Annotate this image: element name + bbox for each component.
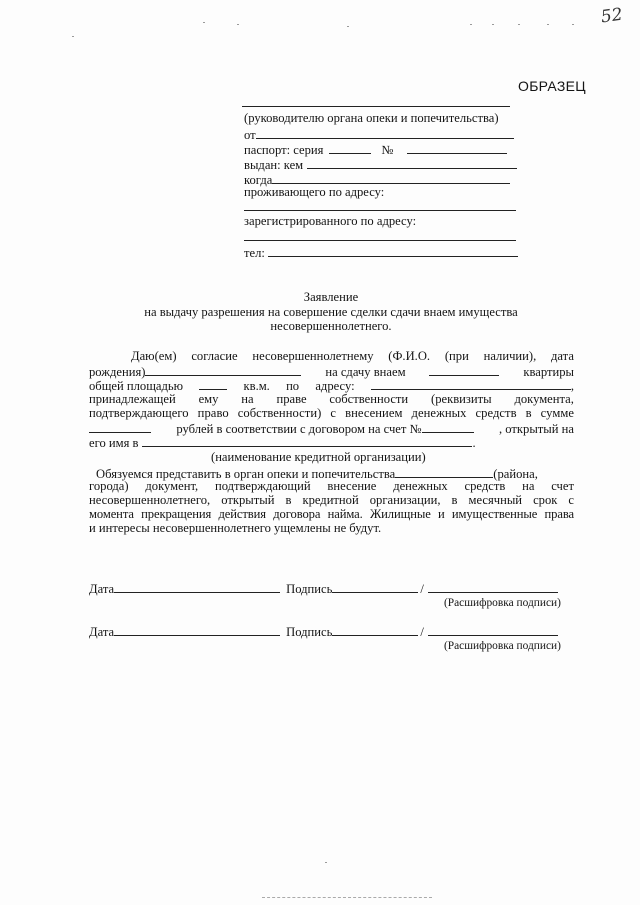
signature-caption-2: (Расшифровка подписи) bbox=[444, 640, 561, 652]
recipient-line bbox=[242, 106, 510, 107]
residence-label: проживающего по адресу: bbox=[244, 185, 385, 199]
document-subtitle-line1: на выдачу разрешения на совершение сделки сдачи внаем имущества bbox=[144, 305, 518, 319]
issued-by-field: выдан: кем bbox=[244, 156, 517, 173]
signature-caption-1: (Расшифровка подписи) bbox=[444, 597, 561, 609]
sample-stamp: ОБРАЗЕЦ bbox=[518, 78, 586, 94]
body-line-4: принадлежащей ему на праве собственности (реквизиты документа, bbox=[89, 392, 574, 406]
document-subtitle-line2: несовершеннолетнего. bbox=[270, 319, 392, 333]
phone-field: тел: bbox=[244, 244, 518, 261]
scan-bottom-edge bbox=[262, 897, 432, 898]
page-number: 52 bbox=[599, 4, 624, 28]
passport-field: паспорт: серия № bbox=[244, 141, 507, 158]
body-line-9: города) документ, подтверждающий внесение денежных средств на счет bbox=[89, 479, 574, 493]
body-line-6: рублей в соответствии с договором на счет № , открытый на bbox=[89, 420, 574, 437]
body-line-3: общей площадью кв.м. по адресу: , bbox=[89, 379, 574, 393]
issued-when-field: когда bbox=[244, 171, 510, 188]
body-line-11: момента прекращения действия договора найма. Жилищные и имущественные права bbox=[89, 507, 574, 521]
body-line-5: подтверждающего право собственности) с внесением денежных средств в сумме bbox=[89, 406, 574, 420]
body-line-7: его имя в . bbox=[89, 436, 476, 450]
signature-row-2: Дата Подпись / bbox=[89, 623, 558, 640]
body-line-1: Даю(ем) согласие несовершеннолетнему (Ф.И.О. (при наличии), дата bbox=[131, 349, 574, 363]
residence-line bbox=[244, 210, 516, 211]
body-line-10: несовершеннолетнего, открытый в кредитной организации, в месячный срок с bbox=[89, 493, 574, 507]
body-line-8: Обязуемся представить в орган опеки и попечительства (района, bbox=[96, 467, 538, 481]
registered-label: зарегистрированного по адресу: bbox=[244, 214, 417, 228]
signature-row-1: Дата Подпись / bbox=[89, 580, 558, 597]
bank-caption: (наименование кредитной организации) bbox=[211, 450, 426, 464]
document-heading: Заявление bbox=[303, 290, 359, 304]
recipient-caption: (руководителю органа опеки и попечительства) bbox=[244, 111, 499, 125]
body-line-2: рождения) на сдачу внаем квартиры bbox=[89, 365, 574, 379]
body-line-12: и интересы несовершеннолетнего ущемлены не будут. bbox=[89, 521, 382, 535]
from-field: от bbox=[244, 126, 514, 143]
registered-line bbox=[244, 240, 516, 241]
